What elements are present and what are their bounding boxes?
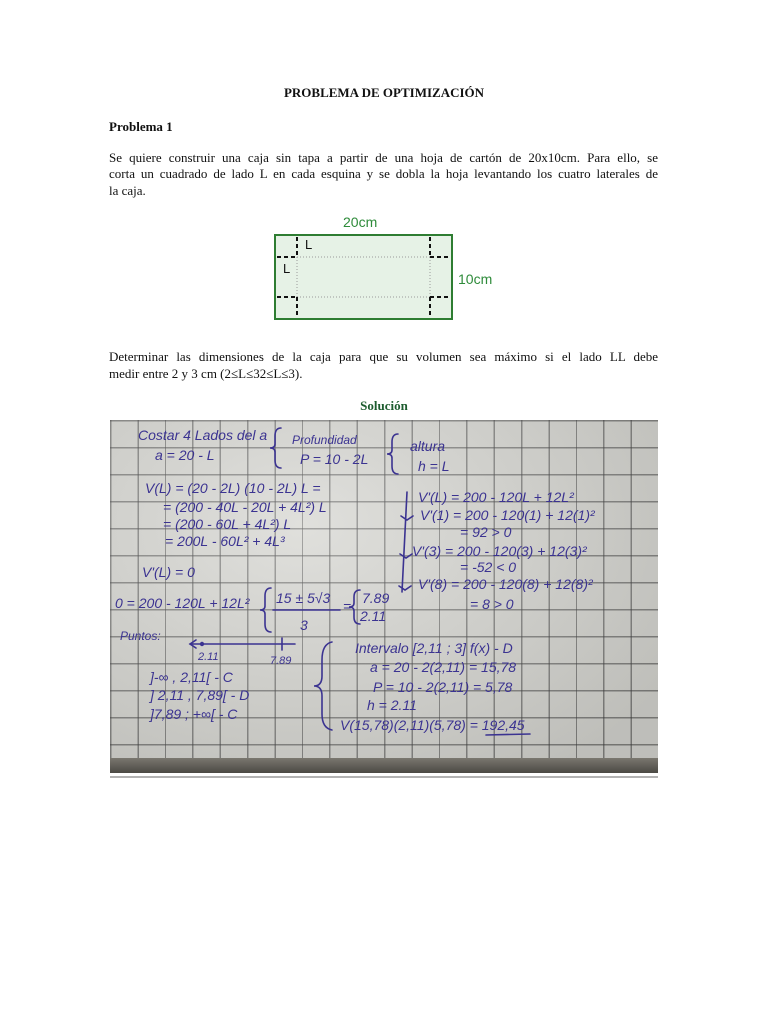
solution-heading: Solución	[360, 398, 408, 413]
height-label: 10cm	[458, 271, 493, 287]
root-value: 7.89	[362, 590, 390, 606]
question-line: Determinar las dimensiones de la caja para que su volumen sea máximo si el lado LL debe	[109, 349, 658, 364]
result-line: P = 10 - 2(2,11) = 5,78	[373, 679, 513, 695]
handwritten-solution	[110, 420, 658, 773]
a-formula: a = 20 - L	[155, 447, 215, 463]
brace	[349, 590, 360, 624]
result-line: a = 20 - 2(2,11) = 15,78	[370, 659, 517, 675]
interval-line: ]7,89 ; +∞[ - C	[150, 706, 238, 722]
corner-side-label: L	[283, 261, 291, 276]
document-title: PROBLEMA DE OPTIMIZACIÓN	[283, 85, 485, 100]
brace	[260, 588, 271, 632]
horizontal-rule	[110, 776, 658, 778]
volume-line: = (200 - 40L - 20L + 4L²) L	[163, 499, 327, 515]
cut-note: Costar 4 Lados del a	[138, 427, 268, 443]
volume-line: = (200 - 60L + 4L²) L	[163, 516, 292, 532]
height-label: altura	[410, 438, 446, 454]
statement-line: corta un cuadrado de lado L en cada esquina y se dobla la hoja levantando los cuatro laterales de	[109, 166, 658, 181]
derivative-zero: V'(L) = 0	[142, 564, 195, 580]
box-net-figure	[260, 210, 510, 325]
cardboard-sheet	[275, 235, 452, 319]
derivative-line: = 8 > 0	[470, 596, 514, 612]
number-line-label: 2.11	[198, 651, 219, 663]
problem-heading: Problema 1	[109, 119, 173, 134]
root-value: 2.11	[360, 608, 387, 624]
interval-line: ] 2,11 , 7,89[ - D	[150, 687, 250, 703]
interval-line: ]-∞ , 2,11[ - C	[150, 669, 233, 685]
height-formula: h = L	[418, 458, 450, 474]
derivative-line: V'(1) = 200 - 120(1) + 12(1)²	[420, 507, 595, 523]
depth-label: Profundidad	[292, 433, 357, 447]
derivative-line: V'(8) = 200 - 120(8) + 12(8)²	[418, 576, 593, 592]
depth-formula: P = 10 - 2L	[300, 451, 369, 467]
equals-sign: =	[343, 598, 352, 614]
result-line: V(15,78)(2,11)(5,78) = 192,45	[340, 717, 525, 733]
volume-line: V(L) = (20 - 2L) (10 - 2L) L =	[145, 480, 321, 496]
fraction-numerator: 15 ± 5√3	[276, 590, 331, 606]
corner-side-label: L	[305, 237, 313, 252]
points-label: Puntos:	[120, 629, 161, 643]
result-line: h = 2.11	[367, 697, 417, 713]
derivative-line: V'(3) = 200 - 120(3) + 12(3)²	[412, 543, 587, 559]
result-line: Intervalo [2,11 ; 3] f(x) - D	[355, 640, 513, 656]
quadratic-equation: 0 = 200 - 120L + 12L²	[115, 595, 250, 611]
question-line: medir entre 2 y 3 cm (2≤L≤32≤L≤3).	[109, 366, 303, 381]
derivative-line: V'(L) = 200 - 120L + 12L²	[418, 489, 574, 505]
derivative-line: = -52 < 0	[460, 559, 517, 575]
photo-bottom-edge	[110, 758, 658, 773]
bracket-line	[402, 492, 407, 592]
volume-line: = 200L - 60L² + 4L³	[165, 533, 285, 549]
brace	[270, 428, 281, 468]
derivative-line: = 92 > 0	[460, 524, 512, 540]
brace	[387, 434, 398, 474]
number-line-label: 7.89	[270, 655, 292, 667]
result-underline	[486, 734, 530, 735]
statement-line: la caja.	[109, 183, 146, 198]
solution-photo	[110, 420, 658, 773]
number-line-point	[200, 642, 204, 646]
fraction-denominator: 3	[300, 617, 308, 633]
width-label: 20cm	[343, 214, 378, 230]
statement-line: Se quiere construir una caja sin tapa a partir de una hoja de cartón de 20x10cm. Para ello, se	[109, 150, 658, 165]
brace	[314, 642, 332, 730]
